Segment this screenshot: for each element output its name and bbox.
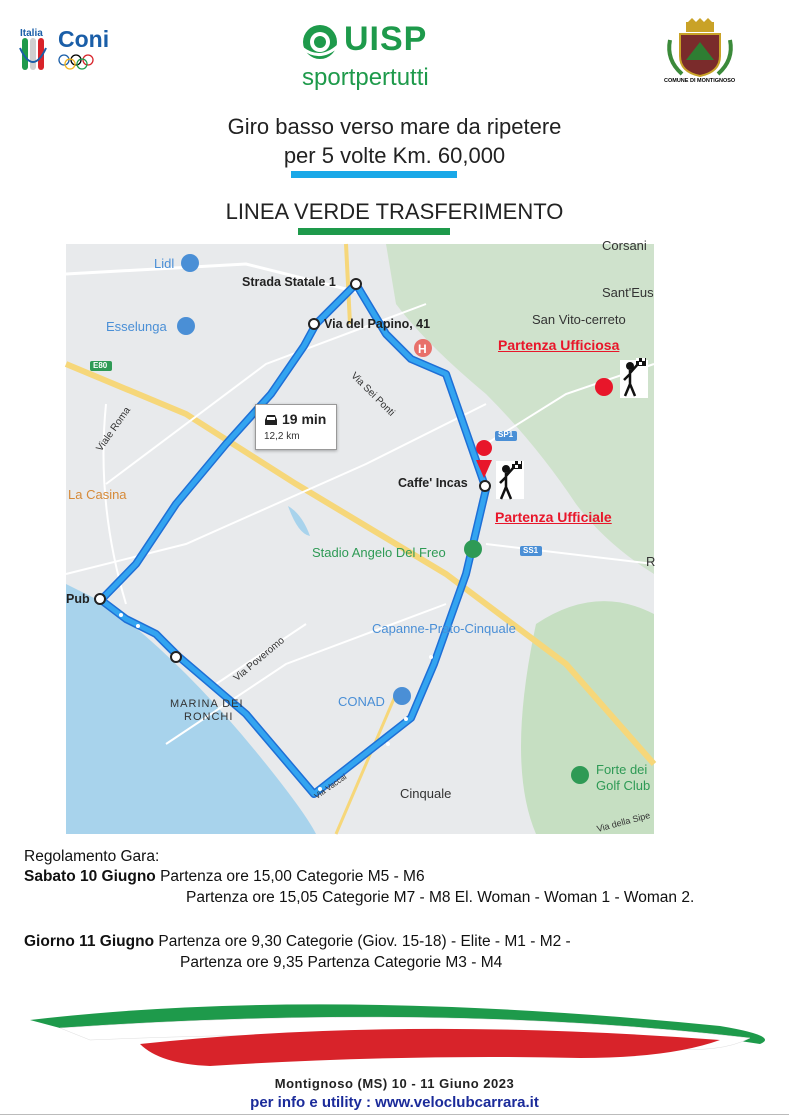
coni-logo: [18, 22, 113, 72]
green-underline-bar: [298, 228, 450, 235]
waypoint-marina: [171, 652, 181, 662]
map-label-conad: CONAD: [338, 694, 385, 709]
route-title-line1: Giro basso verso mare da ripetere: [227, 114, 562, 139]
uisp-globe-icon: [296, 18, 344, 62]
route-title-line2: per 5 volte Km. 60,000: [283, 143, 506, 168]
travel-distance: 12,2 km: [264, 431, 300, 442]
rules-day1-line1: Partenza ore 15,00 Categorie M5 - M6: [160, 868, 425, 885]
transfer-line-title: LINEA VERDE TRASFERIMENTO: [225, 199, 564, 224]
map-label-la-casina: La Casina: [68, 487, 127, 502]
conad-shop-icon: [393, 687, 411, 705]
map-label-ss1: SS1: [523, 546, 539, 555]
map-label-sp1: SP1: [498, 430, 514, 439]
map-label-marina-2: RONCHI: [184, 711, 234, 723]
map-label-via-vaccai: Via Vaccai: [312, 772, 349, 801]
comune-crest: [660, 20, 740, 90]
waypoint-statale: [351, 279, 361, 289]
footer-info-link[interactable]: per info e utility : www.veloclubcarrara.it: [250, 1094, 539, 1111]
uisp-word: UISP: [344, 20, 428, 58]
travel-time-box[interactable]: [255, 404, 337, 450]
map-label-esselunga: Esselunga: [106, 319, 167, 334]
rules-title: Regolamento Gara:: [24, 848, 160, 865]
coni-italia-text: Italia: [20, 28, 43, 39]
partenza-ufficiale-label: Partenza Ufficiale: [495, 509, 612, 525]
esselunga-shop-icon: [177, 317, 195, 335]
map-label-via-sei-ponti: Via Sei Ponti: [348, 370, 397, 419]
map-label-viale-roma: Viale Roma: [94, 405, 134, 454]
map-label-via-del-papino: Via del Papino, 41: [324, 317, 431, 331]
map-label-r-edge: R: [646, 554, 656, 569]
blue-underline-bar: [291, 171, 457, 178]
golf-icon: [571, 766, 589, 784]
footer-date: Montignoso (MS) 10 - 11 Giuno 2023: [274, 1076, 515, 1091]
tricolor-swoosh: [20, 996, 780, 1076]
footer-divider: [0, 1114, 789, 1115]
rules-day2-line2: Partenza ore 9,35 Partenza Categorie M3 - M4: [180, 954, 503, 971]
map-label-forte-1: Forte dei: [596, 762, 648, 777]
map-label-strada-statale: Strada Statale 1: [242, 275, 336, 289]
road-north: [346, 244, 350, 324]
map-label-e80: E80: [93, 361, 108, 370]
coat-of-arms-icon: [662, 20, 738, 78]
map-label-santeus: Sant'Eus: [602, 285, 654, 300]
lake-area: [288, 506, 310, 536]
olympic-rings-icon: [58, 54, 102, 70]
map-label-cinquale: Cinquale: [400, 786, 452, 801]
car-icon: [263, 413, 279, 427]
road-south: [336, 694, 396, 834]
rules-day1-label: Sabato 10 Giugno: [24, 868, 156, 885]
waypoint-caffe: [480, 481, 490, 491]
map-label-forte-2: Golf Club: [596, 778, 651, 793]
coni-word: Coni: [58, 26, 110, 52]
stadium-icon: [464, 540, 482, 558]
lidl-shop-icon: [181, 254, 199, 272]
rules-day1: [24, 868, 425, 886]
coni-flag-icon: [18, 38, 58, 86]
waypoint-papino: [309, 319, 319, 329]
race-marshal-flag-icon: [620, 360, 648, 398]
rules-day2-line1: Partenza ore 9,30 Categorie (Giov. 15-18) - Elite - M1 - M2 -: [158, 933, 571, 950]
svg-text:H: H: [418, 342, 427, 356]
map-label-caffe-incas: Caffe' Incas: [398, 476, 468, 490]
travel-time: 19 min: [282, 411, 327, 427]
map-label-lidl: Lidl: [154, 256, 175, 271]
route-map[interactable]: [66, 238, 656, 834]
race-marshal-flag-icon-start: [496, 461, 524, 499]
map-label-capanne: Capanne-Prato-Cinquale: [372, 621, 516, 636]
map-label-san-vito: San Vito-cerreto: [532, 312, 626, 327]
golf-area: [521, 601, 654, 834]
waypoint-pub: [95, 594, 105, 604]
map-label-via-della-sipe: Via della Sipe: [595, 810, 652, 834]
rules-day2: [24, 933, 571, 951]
map-label-corsanini: Corsani: [602, 238, 647, 253]
uisp-subtitle: sportpertutti: [302, 64, 429, 91]
map-label-stadio: Stadio Angelo Del Freo: [312, 545, 446, 560]
rules-day2-label: Giorno 11 Giugno: [24, 933, 155, 950]
comune-caption: COMUNE DI MONTIGNOSO: [664, 78, 736, 84]
map-label-pub: Pub: [66, 592, 90, 606]
rules-day1-line2: Partenza ore 15,05 Categorie M7 - M8 El. Woman - Woman 1 - Woman 2.: [186, 889, 695, 906]
map-label-via-poveromo: Via Poveromo: [231, 635, 287, 684]
uisp-logo: [296, 18, 456, 98]
partenza-ufficiosa-label: Partenza Ufficiosa: [498, 337, 620, 353]
map-label-marina-1: MARINA DEI: [170, 698, 244, 710]
unofficial-start-dot: [595, 378, 613, 396]
